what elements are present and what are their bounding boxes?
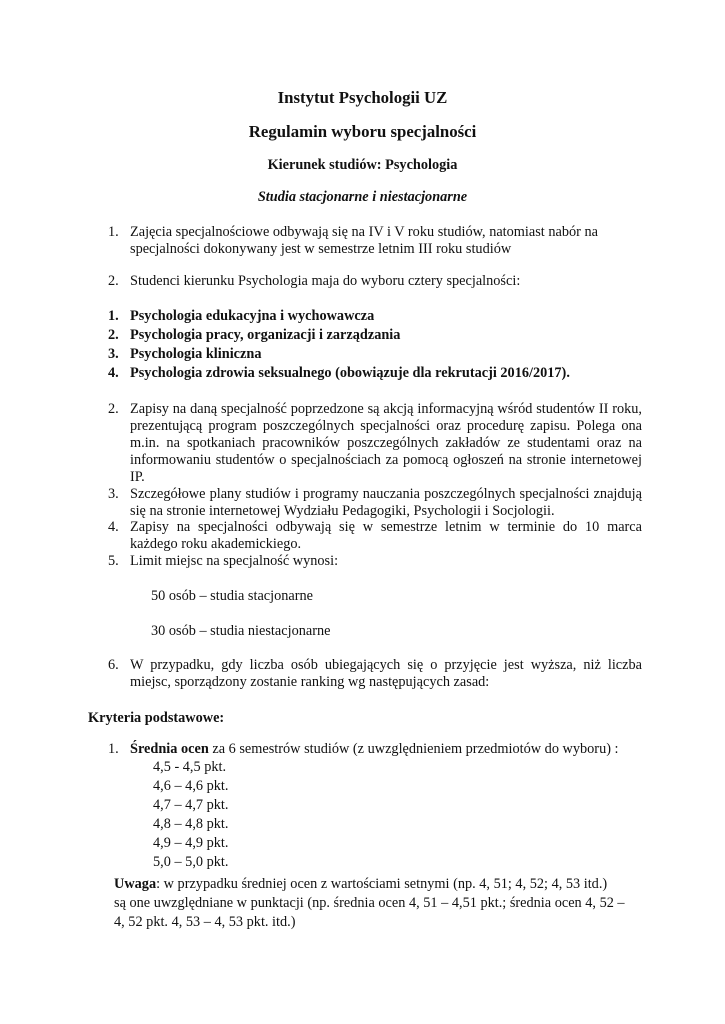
specialization-name: Psychologia pracy, organizacji i zarządzania: [130, 327, 401, 343]
list-item-number: 2.: [108, 273, 119, 289]
specialization-name: Psychologia edukacyjna i wychowawcza: [130, 308, 375, 324]
note-line: są one uwzględniane w punktacji (np. średnia ocen 4, 51 – 4,51 pkt.; średnia ocen 4, 52 –: [114, 895, 625, 911]
list-item-text: W przypadku, gdy liczba osób ubiegających się o przyjęcie jest wyższa, niż liczba miejsc, sporządzony zostanie ranking wg następujących zasad:: [130, 657, 642, 690]
note-text: : w przypadku średniej ocen z wartościami setnymi (np. 4, 51; 4, 52; 4, 53 itd.): [156, 876, 608, 892]
specialization-name: Psychologia kliniczna: [130, 346, 262, 362]
limit-stationary: 50 osób – studia stacjonarne: [151, 588, 313, 604]
list-item-number: 1.: [108, 308, 119, 324]
note-line: 4, 52 pkt. 4, 53 – 4, 53 pkt. itd.): [114, 914, 296, 930]
list-item-text: Zapisy na specjalności odbywają się w semestrze letnim w terminie do 10 marca każdego roku akademickiego.: [130, 519, 642, 552]
grade-row: 4,8 – 4,8 pkt.: [153, 816, 229, 832]
list-item-number: 4.: [108, 365, 119, 381]
list-item-number: 5.: [108, 553, 119, 569]
list-item-text: Szczegółowe plany studiów i programy nauczania poszczególnych specjalności znajdują się na stronie internetowej Wydziału Pedagogiki, Psychologii i Socjologii.: [130, 486, 642, 519]
list-item-number: 2.: [108, 327, 119, 343]
list-item-number: 1.: [108, 741, 119, 757]
list-item-number: 6.: [108, 657, 119, 673]
study-mode: Studia stacjonarne i niestacjonarne: [257, 189, 468, 205]
criteria-item-desc: za 6 semestrów studiów (z uwzględnieniem przedmiotów do wyboru) :: [208, 741, 619, 757]
note-line: [114, 876, 642, 893]
list-item-text: Zapisy na daną specjalność poprzedzone są akcją informacyjną wśród studentów II roku, prezentującą program poszczególnych specjalności oraz procedurę zapisu. Polega ona m.in. na spotkaniach pracowników poszczególnych zakładów ze studentami oraz na informowaniu studentów o specjalnościach za pomocą ogłoszeń na stronie internetowej IP.: [130, 401, 642, 485]
grade-row: 4,9 – 4,9 pkt.: [153, 835, 229, 851]
criteria-heading: Kryteria podstawowe:: [88, 710, 225, 726]
list-item-number: 4.: [108, 519, 119, 535]
list-item-number: 2.: [108, 401, 119, 417]
institute-heading: Instytut Psychologii UZ: [277, 88, 448, 107]
grade-row: 4,6 – 4,6 pkt.: [153, 778, 229, 794]
limit-non-stationary: 30 osób – studia niestacjonarne: [151, 623, 331, 639]
specialization-name: Psychologia zdrowia seksualnego (obowiązuje dla rekrutacji 2016/2017).: [130, 365, 570, 381]
list-item-number: 1.: [108, 224, 119, 240]
criteria-item-label: Średnia ocen: [130, 741, 209, 757]
list-item-number: 3.: [108, 486, 119, 502]
field-of-study: Kierunek studiów: Psychologia: [267, 157, 458, 173]
grade-row: 4,7 – 4,7 pkt.: [153, 797, 229, 813]
list-item-number: 3.: [108, 346, 119, 362]
list-item-text: Zajęcia specjalnościowe odbywają się na IV i V roku studiów, natomiast nabór na specjalności dokonywany jest w semestrze letnim III roku studiów: [130, 224, 598, 257]
note-label: Uwaga: [114, 876, 157, 892]
grade-row: 5,0 – 5,0 pkt.: [153, 854, 229, 870]
list-item-text: Studenci kierunku Psychologia maja do wyboru cztery specjalności:: [130, 273, 521, 289]
grade-row: 4,5 - 4,5 pkt.: [153, 759, 227, 775]
list-item-text: Limit miejsc na specjalność wynosi:: [130, 553, 339, 569]
page-title: Regulamin wyboru specjalności: [248, 122, 477, 141]
criteria-item-text: [130, 741, 642, 758]
